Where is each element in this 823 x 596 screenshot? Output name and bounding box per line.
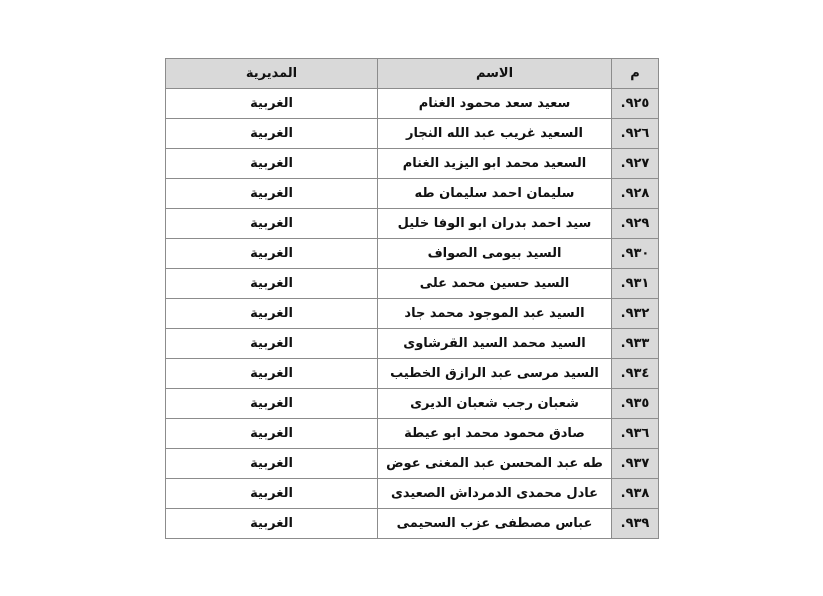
row-name: شعبان رجب شعبان الديرى (378, 389, 612, 419)
row-number: ٩٣٣. (612, 329, 659, 359)
row-name: السيد حسين محمد على (378, 269, 612, 299)
row-number: ٩٣٢. (612, 299, 659, 329)
row-directorate: الغربية (166, 359, 378, 389)
table-row (166, 119, 659, 149)
row-name: السيد عبد الموجود محمد جاد (378, 299, 612, 329)
row-directorate: الغربية (166, 389, 378, 419)
table-row (166, 269, 659, 299)
row-name: صادق محمود محمد ابو عيطة (378, 419, 612, 449)
header-number: م (612, 59, 659, 89)
row-directorate: الغربية (166, 269, 378, 299)
table-row (166, 149, 659, 179)
table-row (166, 419, 659, 449)
row-number: ٩٢٦. (612, 119, 659, 149)
table-header-row (166, 59, 659, 89)
table-row (166, 239, 659, 269)
table-row (166, 449, 659, 479)
row-directorate: الغربية (166, 209, 378, 239)
table-row (166, 359, 659, 389)
table-row (166, 179, 659, 209)
row-number: ٩٣٩. (612, 509, 659, 539)
row-number: ٩٣٤. (612, 359, 659, 389)
row-directorate: الغربية (166, 239, 378, 269)
row-number: ٩٣٧. (612, 449, 659, 479)
row-number: ٩٢٥. (612, 89, 659, 119)
row-directorate: الغربية (166, 479, 378, 509)
row-number: ٩٣٥. (612, 389, 659, 419)
table-row (166, 299, 659, 329)
row-number: ٩٣٦. (612, 419, 659, 449)
row-name: سيد احمد بدران ابو الوفا خليل (378, 209, 612, 239)
table-row (166, 509, 659, 539)
row-name: السيد محمد السيد القرشاوى (378, 329, 612, 359)
table-row (166, 389, 659, 419)
row-name: سليمان احمد سليمان طه (378, 179, 612, 209)
row-name: السيد مرسى عبد الرازق الخطيب (378, 359, 612, 389)
row-directorate: الغربية (166, 149, 378, 179)
row-name: عباس مصطفى عزب السحيمى (378, 509, 612, 539)
header-directorate: المديرية (166, 59, 378, 89)
row-directorate: الغربية (166, 329, 378, 359)
table-row (166, 209, 659, 239)
row-number: ٩٢٨. (612, 179, 659, 209)
row-directorate: الغربية (166, 509, 378, 539)
row-name: عادل محمدى الدمرداش الصعيدى (378, 479, 612, 509)
row-name: السيد بيومى الصواف (378, 239, 612, 269)
row-name: سعيد سعد محمود الغنام (378, 89, 612, 119)
row-name: السعيد محمد ابو اليزيد الغنام (378, 149, 612, 179)
row-number: ٩٢٧. (612, 149, 659, 179)
row-directorate: الغربية (166, 119, 378, 149)
table-row (166, 89, 659, 119)
table-row (166, 329, 659, 359)
row-directorate: الغربية (166, 179, 378, 209)
row-directorate: الغربية (166, 89, 378, 119)
row-name: السعيد غريب عبد الله النجار (378, 119, 612, 149)
names-table (165, 58, 659, 539)
row-number: ٩٣١. (612, 269, 659, 299)
header-name: الاسم (378, 59, 612, 89)
row-name: طه عبد المحسن عبد المغنى عوض (378, 449, 612, 479)
row-directorate: الغربية (166, 419, 378, 449)
row-number: ٩٢٩. (612, 209, 659, 239)
row-directorate: الغربية (166, 299, 378, 329)
row-number: ٩٣٨. (612, 479, 659, 509)
table-row (166, 479, 659, 509)
row-directorate: الغربية (166, 449, 378, 479)
row-number: ٩٣٠. (612, 239, 659, 269)
